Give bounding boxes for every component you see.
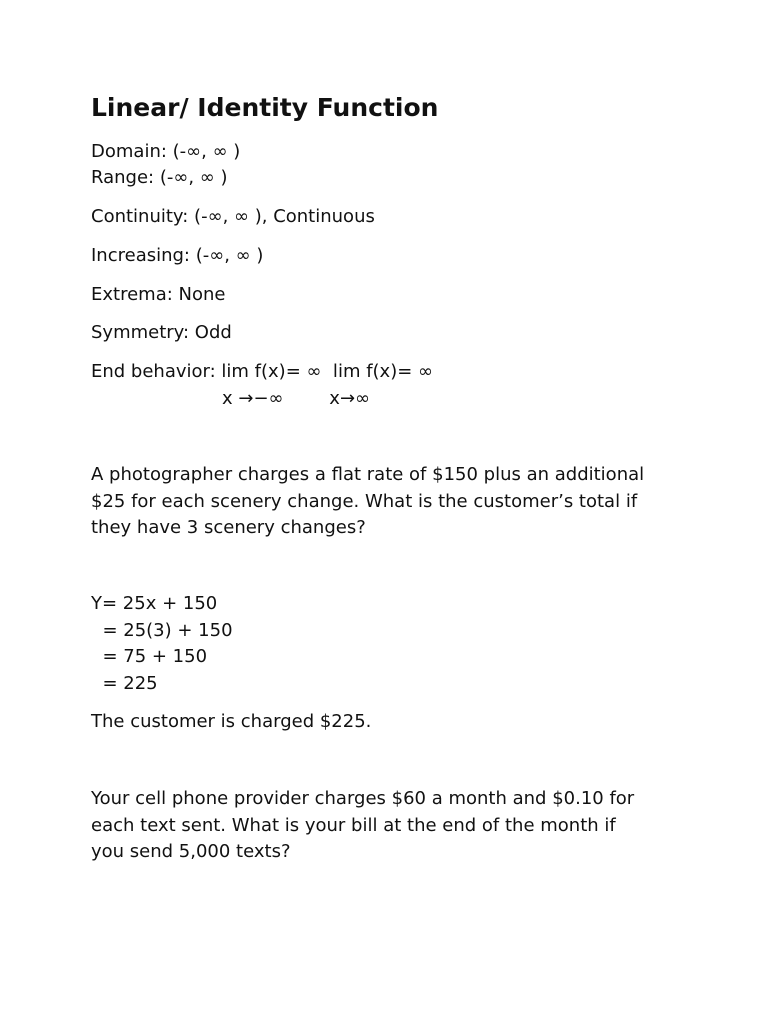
work-line: = 225 [91, 672, 158, 694]
continuity-line: Continuity: (-∞, ∞ ), Continuous [91, 206, 375, 227]
problem1-line: $25 for each scenery change. What is the customer’s total if [91, 490, 638, 512]
problem2-question [91, 786, 691, 866]
problem1-answer: The customer is charged $225. [91, 711, 372, 732]
problem2-line: you send 5,000 texts? [91, 841, 291, 862]
work-line: Y= 25x + 150 [91, 593, 218, 614]
end-behavior-subscript: x →−∞ x→∞ [222, 388, 371, 409]
domain-line: Domain: (-∞, ∞ ) [91, 141, 241, 162]
problem1-line: A photographer charges a flat rate of $150 plus an additional [91, 464, 645, 485]
increasing-line: Increasing: (-∞, ∞ ) [91, 245, 264, 266]
range-line: Range: (-∞, ∞ ) [91, 167, 228, 188]
symmetry-line: Symmetry: Odd [91, 322, 232, 343]
problem1-work [91, 591, 691, 697]
work-line: = 75 + 150 [91, 646, 208, 667]
problem2-line: Your cell phone provider charges $60 a month and $0.10 for [91, 788, 635, 809]
problem1-line: they have 3 scenery changes? [91, 517, 366, 538]
document-title: Linear/ Identity Function [91, 93, 439, 122]
end-behavior-line: End behavior: lim f(x)= ∞ lim f(x)= ∞ [91, 361, 434, 382]
work-line: = 25(3) + 150 [91, 619, 233, 641]
problem2-line: each text sent. What is your bill at the end of the month if [91, 814, 616, 836]
extrema-line: Extrema: None [91, 284, 226, 305]
problem1-question [91, 462, 691, 542]
